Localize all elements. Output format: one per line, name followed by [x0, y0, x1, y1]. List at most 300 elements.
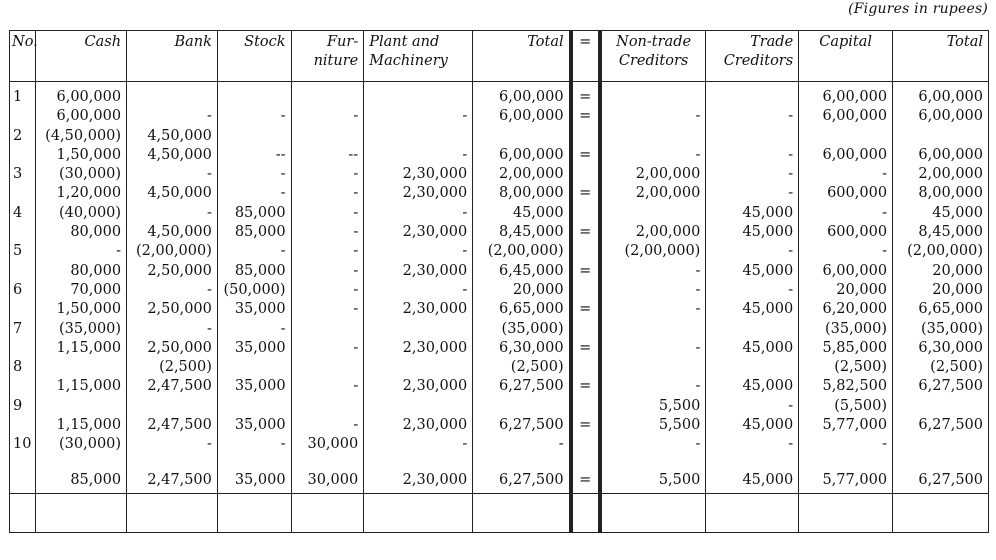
cell-furniture: 30,000 — [291, 467, 364, 494]
cell-furniture: - — [291, 300, 364, 319]
cell-cash: (4,50,000) — [36, 127, 127, 146]
cell-cash: (30,000) — [36, 435, 127, 454]
spacer-cell — [217, 455, 291, 467]
cell-capital: 6,20,000 — [799, 300, 893, 319]
cell-plant — [364, 320, 473, 339]
cell-trade-creditors: 45,000 — [706, 300, 799, 319]
cell-trade-creditors — [706, 358, 799, 377]
cell-capital: (2,500) — [799, 358, 893, 377]
cell-no — [10, 467, 36, 494]
cell-plant: - — [364, 242, 473, 261]
cell-total-assets: 2,00,000 — [473, 165, 571, 184]
cell-trade-creditors — [706, 320, 799, 339]
header-plant — [364, 31, 473, 82]
cell-equals — [571, 397, 600, 416]
cell-non-trade-creditors: - — [600, 377, 706, 396]
cell-no — [10, 184, 36, 203]
cell-cash: 80,000 — [36, 262, 127, 281]
cell-total-liabilities: (2,500) — [893, 358, 989, 377]
final-total-row — [10, 467, 989, 494]
cell-equals — [571, 358, 600, 377]
cell-total-liabilities: 20,000 — [893, 281, 989, 300]
cell-bank: (2,500) — [127, 358, 218, 377]
cell-furniture: - — [291, 165, 364, 184]
cell-total-assets: - — [473, 435, 571, 454]
cell-stock: - — [217, 107, 291, 126]
cell-non-trade-creditors: (2,00,000) — [600, 242, 706, 261]
cell-furniture: -- — [291, 146, 364, 165]
cell-no — [10, 146, 36, 165]
cell-no — [10, 223, 36, 242]
cell-plant: 2,30,000 — [364, 467, 473, 494]
cell-furniture: 30,000 — [291, 435, 364, 454]
cell-trade-creditors: 45,000 — [706, 467, 799, 494]
cell-stock: - — [217, 165, 291, 184]
spacer-row — [10, 455, 989, 467]
cell-no: 7 — [10, 320, 36, 339]
cell-non-trade-creditors: - — [600, 339, 706, 358]
cell-total-assets: 6,27,500 — [473, 467, 571, 494]
cell-plant: - — [364, 204, 473, 223]
cell-trade-creditors: 45,000 — [706, 416, 799, 435]
cell-equals: = — [571, 262, 600, 281]
table-row — [10, 281, 989, 300]
cell-capital: 5,82,500 — [799, 377, 893, 396]
header-row — [10, 31, 989, 82]
cell-plant: 2,30,000 — [364, 416, 473, 435]
table-row — [10, 300, 989, 319]
cell-plant — [364, 82, 473, 108]
table-row — [10, 397, 989, 416]
cell-trade-creditors: - — [706, 397, 799, 416]
cell-furniture — [291, 358, 364, 377]
cell-bank: - — [127, 320, 218, 339]
cell-capital: 6,00,000 — [799, 262, 893, 281]
cell-bank: 4,50,000 — [127, 184, 218, 203]
cell-total-liabilities: 6,27,500 — [893, 416, 989, 435]
header-non-trade-creditors — [600, 31, 706, 82]
cell-total-assets: 6,00,000 — [473, 82, 571, 108]
cell-plant: - — [364, 146, 473, 165]
cell-total-assets: (2,500) — [473, 358, 571, 377]
spacer-cell — [364, 455, 473, 467]
cell-total-liabilities: (35,000) — [893, 320, 989, 339]
cell-capital: 5,77,000 — [799, 467, 893, 494]
cell-total-liabilities — [893, 397, 989, 416]
spacer-cell — [706, 455, 799, 467]
cell-cash: 1,50,000 — [36, 300, 127, 319]
spacer-cell — [10, 455, 36, 467]
cell-cash: 6,00,000 — [36, 107, 127, 126]
cell-non-trade-creditors: - — [600, 107, 706, 126]
cell-equals: = — [571, 107, 600, 126]
cell-equals — [571, 204, 600, 223]
header-furniture — [291, 31, 364, 82]
spacer-cell — [127, 455, 218, 467]
cell-total-assets — [473, 127, 571, 146]
cell-furniture: - — [291, 184, 364, 203]
ledger-body — [10, 82, 989, 533]
blank-cell — [10, 493, 36, 532]
cell-capital: 6,00,000 — [799, 107, 893, 126]
header-plant-line2: Machinery — [369, 53, 448, 69]
cell-capital: (5,500) — [799, 397, 893, 416]
cell-trade-creditors: 45,000 — [706, 339, 799, 358]
header-tc-line2: Creditors — [723, 53, 794, 69]
cell-furniture: - — [291, 262, 364, 281]
cell-no: 4 — [10, 204, 36, 223]
cell-bank: 2,50,000 — [127, 262, 218, 281]
cell-furniture: - — [291, 242, 364, 261]
cell-stock — [217, 127, 291, 146]
cell-equals: = — [571, 377, 600, 396]
table-row — [10, 127, 989, 146]
cell-furniture: - — [291, 107, 364, 126]
cell-total-assets: 6,27,500 — [473, 416, 571, 435]
blank-cell — [799, 493, 893, 532]
table-row — [10, 358, 989, 377]
header-plant-line1: Plant and — [369, 34, 440, 50]
cell-stock: 35,000 — [217, 339, 291, 358]
cell-capital: 5,85,000 — [799, 339, 893, 358]
cell-total-liabilities: (2,00,000) — [893, 242, 989, 261]
table-row — [10, 184, 989, 203]
cell-stock: - — [217, 184, 291, 203]
cell-no: 1 — [10, 82, 36, 108]
cell-capital: 5,77,000 — [799, 416, 893, 435]
cell-cash: (35,000) — [36, 320, 127, 339]
cell-stock: (50,000) — [217, 281, 291, 300]
cell-total-liabilities: 20,000 — [893, 262, 989, 281]
cell-total-liabilities — [893, 127, 989, 146]
cell-no — [10, 339, 36, 358]
cell-capital — [799, 127, 893, 146]
header-tc-line1: Trade — [750, 34, 794, 50]
table-row — [10, 204, 989, 223]
header-furniture-line1: Fur- — [326, 34, 359, 50]
cell-equals — [571, 242, 600, 261]
cell-total-assets: 20,000 — [473, 281, 571, 300]
cell-cash: 70,000 — [36, 281, 127, 300]
cell-equals — [571, 127, 600, 146]
cell-no — [10, 300, 36, 319]
header-equals: = — [571, 31, 600, 82]
cell-plant — [364, 397, 473, 416]
spacer-cell — [473, 455, 571, 467]
cell-non-trade-creditors: - — [600, 300, 706, 319]
cell-total-liabilities: 8,45,000 — [893, 223, 989, 242]
cell-total-liabilities — [893, 435, 989, 454]
cell-non-trade-creditors: - — [600, 146, 706, 165]
cell-plant — [364, 358, 473, 377]
header-trade-creditors — [706, 31, 799, 82]
cell-bank: (2,00,000) — [127, 242, 218, 261]
cell-stock — [217, 82, 291, 108]
cell-no — [10, 416, 36, 435]
cell-stock: 35,000 — [217, 467, 291, 494]
cell-total-assets: 6,30,000 — [473, 339, 571, 358]
cell-cash: 1,15,000 — [36, 416, 127, 435]
table-row — [10, 82, 989, 108]
blank-cell — [217, 493, 291, 532]
cell-stock: 35,000 — [217, 300, 291, 319]
blank-cell — [36, 493, 127, 532]
cell-cash: 1,15,000 — [36, 339, 127, 358]
cell-cash: 1,15,000 — [36, 377, 127, 396]
cell-non-trade-creditors: - — [600, 281, 706, 300]
accounting-equation-table — [9, 30, 989, 533]
header-no: No. — [10, 31, 36, 82]
cell-plant: 2,30,000 — [364, 184, 473, 203]
spacer-cell — [571, 455, 600, 467]
cell-cash: 85,000 — [36, 467, 127, 494]
cell-total-assets: 6,27,500 — [473, 377, 571, 396]
blank-cell — [364, 493, 473, 532]
spacer-cell — [36, 455, 127, 467]
cell-stock: - — [217, 242, 291, 261]
cell-non-trade-creditors: 5,500 — [600, 397, 706, 416]
cell-trade-creditors: - — [706, 281, 799, 300]
cell-stock: -- — [217, 146, 291, 165]
cell-stock: 85,000 — [217, 262, 291, 281]
cell-non-trade-creditors — [600, 358, 706, 377]
table-row — [10, 107, 989, 126]
cell-total-liabilities: 6,30,000 — [893, 339, 989, 358]
cell-total-assets: 6,45,000 — [473, 262, 571, 281]
cell-no: 3 — [10, 165, 36, 184]
cell-capital: (35,000) — [799, 320, 893, 339]
cell-trade-creditors: 45,000 — [706, 223, 799, 242]
cell-equals: = — [571, 146, 600, 165]
cell-equals: = — [571, 416, 600, 435]
cell-non-trade-creditors: 2,00,000 — [600, 165, 706, 184]
cell-furniture: - — [291, 223, 364, 242]
cell-furniture: - — [291, 416, 364, 435]
cell-bank: 2,47,500 — [127, 377, 218, 396]
cell-total-assets: 8,45,000 — [473, 223, 571, 242]
cell-capital: 6,00,000 — [799, 146, 893, 165]
cell-trade-creditors: - — [706, 165, 799, 184]
cell-plant: - — [364, 107, 473, 126]
cell-cash: (30,000) — [36, 165, 127, 184]
cell-total-assets: 6,00,000 — [473, 107, 571, 126]
cell-bank: 2,47,500 — [127, 416, 218, 435]
cell-plant: 2,30,000 — [364, 300, 473, 319]
cell-total-assets: 45,000 — [473, 204, 571, 223]
cell-equals: = — [571, 82, 600, 108]
cell-plant: 2,30,000 — [364, 262, 473, 281]
cell-no: 5 — [10, 242, 36, 261]
cell-total-assets: 8,00,000 — [473, 184, 571, 203]
blank-cell — [291, 493, 364, 532]
cell-trade-creditors: - — [706, 184, 799, 203]
header-cash: Cash — [36, 31, 127, 82]
cell-total-assets: (2,00,000) — [473, 242, 571, 261]
blank-row — [10, 493, 989, 532]
blank-cell — [571, 493, 600, 532]
cell-bank: 4,50,000 — [127, 127, 218, 146]
cell-no — [10, 377, 36, 396]
cell-cash: (40,000) — [36, 204, 127, 223]
table-row — [10, 339, 989, 358]
cell-capital: 6,00,000 — [799, 82, 893, 108]
cell-capital: 600,000 — [799, 223, 893, 242]
cell-non-trade-creditors — [600, 204, 706, 223]
header-ntc-line2: Creditors — [618, 53, 689, 69]
cell-total-liabilities: 6,27,500 — [893, 467, 989, 494]
cell-furniture: - — [291, 204, 364, 223]
spacer-cell — [893, 455, 989, 467]
cell-cash — [36, 358, 127, 377]
cell-equals — [571, 435, 600, 454]
cell-equals: = — [571, 300, 600, 319]
cell-capital: - — [799, 204, 893, 223]
cell-stock: 85,000 — [217, 204, 291, 223]
cell-plant: 2,30,000 — [364, 377, 473, 396]
cell-stock: 35,000 — [217, 377, 291, 396]
cell-bank: 2,50,000 — [127, 300, 218, 319]
figures-note: (Figures in rupees) — [848, 1, 988, 17]
cell-bank: - — [127, 281, 218, 300]
cell-equals: = — [571, 184, 600, 203]
table-row — [10, 146, 989, 165]
cell-total-liabilities: 6,27,500 — [893, 377, 989, 396]
cell-trade-creditors: - — [706, 107, 799, 126]
cell-bank: - — [127, 107, 218, 126]
table-row — [10, 377, 989, 396]
cell-total-liabilities: 6,00,000 — [893, 82, 989, 108]
cell-capital: - — [799, 165, 893, 184]
cell-capital: 600,000 — [799, 184, 893, 203]
cell-cash: 1,50,000 — [36, 146, 127, 165]
cell-total-liabilities: 6,00,000 — [893, 107, 989, 126]
cell-equals — [571, 281, 600, 300]
header-bank: Bank — [127, 31, 218, 82]
spacer-cell — [600, 455, 706, 467]
blank-cell — [473, 493, 571, 532]
cell-stock: 85,000 — [217, 223, 291, 242]
spacer-cell — [799, 455, 893, 467]
cell-trade-creditors: - — [706, 242, 799, 261]
blank-cell — [893, 493, 989, 532]
cell-bank — [127, 82, 218, 108]
cell-equals: = — [571, 223, 600, 242]
cell-plant: - — [364, 281, 473, 300]
cell-stock: 35,000 — [217, 416, 291, 435]
cell-trade-creditors: 45,000 — [706, 262, 799, 281]
cell-no — [10, 107, 36, 126]
cell-trade-creditors: 45,000 — [706, 377, 799, 396]
cell-no: 6 — [10, 281, 36, 300]
cell-furniture — [291, 127, 364, 146]
table-row — [10, 242, 989, 261]
cell-cash — [36, 397, 127, 416]
cell-bank: 2,50,000 — [127, 339, 218, 358]
header-total-liabilities: Total — [893, 31, 989, 82]
cell-plant: 2,30,000 — [364, 165, 473, 184]
cell-bank: - — [127, 204, 218, 223]
table-row — [10, 262, 989, 281]
spacer-cell — [291, 455, 364, 467]
header-furniture-line2: niture — [313, 53, 359, 69]
cell-furniture: - — [291, 339, 364, 358]
cell-plant — [364, 127, 473, 146]
cell-total-liabilities: 45,000 — [893, 204, 989, 223]
cell-cash: 6,00,000 — [36, 82, 127, 108]
cell-no — [10, 262, 36, 281]
cell-stock: - — [217, 435, 291, 454]
cell-plant: 2,30,000 — [364, 339, 473, 358]
cell-bank: 4,50,000 — [127, 223, 218, 242]
table-row — [10, 416, 989, 435]
cell-total-assets: (35,000) — [473, 320, 571, 339]
cell-cash: 80,000 — [36, 223, 127, 242]
cell-total-liabilities: 2,00,000 — [893, 165, 989, 184]
cell-capital: - — [799, 242, 893, 261]
blank-cell — [600, 493, 706, 532]
cell-equals — [571, 165, 600, 184]
cell-total-liabilities: 8,00,000 — [893, 184, 989, 203]
cell-total-assets: 6,00,000 — [473, 146, 571, 165]
cell-non-trade-creditors: - — [600, 262, 706, 281]
table-row — [10, 223, 989, 242]
cell-non-trade-creditors: 5,500 — [600, 467, 706, 494]
cell-total-liabilities: 6,00,000 — [893, 146, 989, 165]
cell-no: 8 — [10, 358, 36, 377]
cell-stock: - — [217, 320, 291, 339]
cell-no: 10 — [10, 435, 36, 454]
cell-capital: - — [799, 435, 893, 454]
cell-non-trade-creditors: 2,00,000 — [600, 223, 706, 242]
cell-furniture — [291, 397, 364, 416]
cell-non-trade-creditors: 2,00,000 — [600, 184, 706, 203]
table-row — [10, 320, 989, 339]
header-total-assets: Total — [473, 31, 571, 82]
cell-bank: 2,47,500 — [127, 467, 218, 494]
blank-cell — [706, 493, 799, 532]
cell-plant: 2,30,000 — [364, 223, 473, 242]
cell-no: 9 — [10, 397, 36, 416]
cell-non-trade-creditors: - — [600, 435, 706, 454]
cell-non-trade-creditors — [600, 320, 706, 339]
cell-trade-creditors — [706, 127, 799, 146]
cell-equals — [571, 320, 600, 339]
blank-cell — [127, 493, 218, 532]
cell-trade-creditors: - — [706, 435, 799, 454]
cell-bank: - — [127, 165, 218, 184]
cell-no: 2 — [10, 127, 36, 146]
header-ntc-line1: Non-trade — [616, 34, 692, 50]
cell-equals: = — [571, 467, 600, 494]
cell-trade-creditors: - — [706, 146, 799, 165]
cell-equals: = — [571, 339, 600, 358]
cell-total-assets — [473, 397, 571, 416]
cell-furniture: - — [291, 281, 364, 300]
cell-non-trade-creditors: 5,500 — [600, 416, 706, 435]
table-row — [10, 435, 989, 454]
cell-stock — [217, 358, 291, 377]
cell-bank — [127, 397, 218, 416]
cell-trade-creditors — [706, 82, 799, 108]
header-capital: Capital — [799, 31, 893, 82]
cell-furniture: - — [291, 377, 364, 396]
cell-total-assets: 6,65,000 — [473, 300, 571, 319]
cell-bank: 4,50,000 — [127, 146, 218, 165]
cell-non-trade-creditors — [600, 127, 706, 146]
cell-trade-creditors: 45,000 — [706, 204, 799, 223]
cell-furniture — [291, 320, 364, 339]
cell-cash: 1,20,000 — [36, 184, 127, 203]
